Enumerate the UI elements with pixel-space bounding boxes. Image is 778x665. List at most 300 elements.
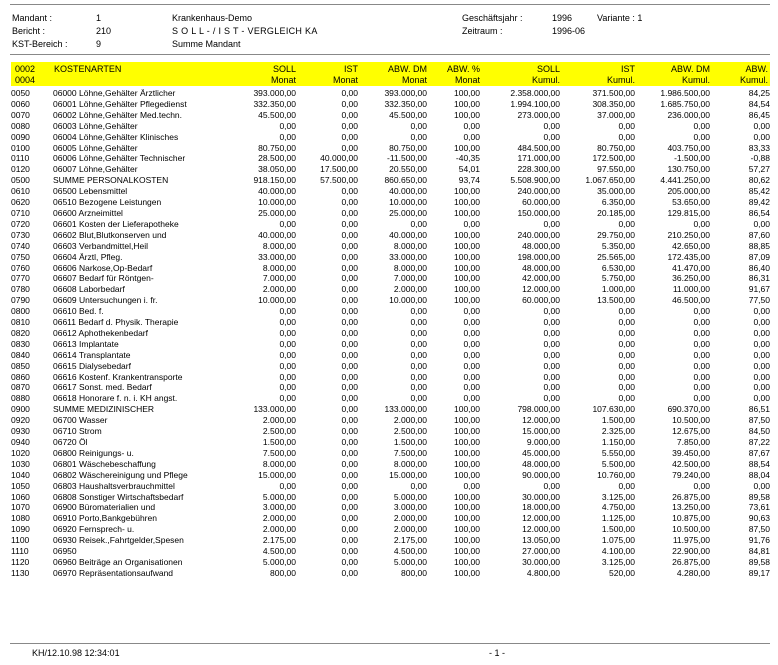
abwdm-monat-cell: 45.500,00	[389, 109, 427, 120]
ist-monat-cell: 0,00	[341, 251, 358, 262]
row-name-cell: SUMME PERSONALKOSTEN	[53, 175, 169, 186]
soll-monat-cell: 0,00	[279, 317, 296, 328]
table-row	[11, 393, 770, 404]
soll-kumul-cell: 0,00	[543, 317, 560, 328]
ist-monat-cell: 0,00	[341, 88, 358, 98]
ist-kumul-cell: 0,00	[618, 393, 635, 404]
abwdm-monat-cell: 8.000,00	[393, 458, 427, 469]
soll-monat-cell: 38.050,00	[258, 164, 296, 175]
ist-monat-cell: 0,00	[341, 458, 358, 469]
ist-kumul-cell: 0,00	[618, 120, 635, 131]
abwpct-monat-cell: 54,01	[458, 164, 480, 175]
soll-kumul-cell: 0,00	[543, 120, 560, 131]
table-row	[11, 186, 770, 197]
table-row	[11, 219, 770, 230]
row-code-cell: 0810	[11, 317, 30, 328]
table-row	[11, 252, 770, 263]
abwpct-monat-cell: 0,00	[463, 131, 480, 142]
table-row	[11, 175, 770, 186]
cost-table	[11, 88, 770, 579]
abwdm-monat-cell: 25.000,00	[389, 207, 427, 218]
row-code-cell: 0880	[11, 393, 30, 404]
soll-monat-cell: 2.000,00	[262, 284, 296, 295]
row-code-cell: 0940	[11, 437, 30, 447]
abwdm-monat-cell: 33.000,00	[389, 251, 427, 262]
abwpct-monat-cell: 0,00	[463, 327, 480, 338]
soll-kumul-cell: 0,00	[543, 360, 560, 371]
abwpct-monat-cell: 0,00	[463, 120, 480, 131]
row-name-cell: 06802 Wäschereinigung und Pflege	[53, 469, 188, 480]
row-name-cell: 06613 Implantate	[53, 338, 119, 349]
table-row	[11, 328, 770, 339]
ist-monat-cell: 0,00	[341, 556, 358, 567]
abwdm-kumul-cell: 172.435,00	[667, 251, 710, 262]
row-code-cell: 1080	[11, 513, 30, 524]
row-name-cell: 06720 Öl	[53, 437, 88, 447]
col-abw-kumul: ABW.	[745, 64, 768, 74]
row-code-cell: 0840	[11, 349, 30, 360]
row-code-cell: 0090	[11, 131, 30, 142]
soll-monat-cell: 2.000,00	[262, 415, 296, 426]
abwpct-monat-cell: 0,00	[463, 349, 480, 360]
soll-kumul-cell: 9.000,00	[526, 437, 560, 447]
abwpct-monat-cell: 100,00	[454, 251, 480, 262]
soll-kumul-cell: 273.000,00	[517, 109, 560, 120]
mandant-value: 1	[96, 13, 102, 23]
soll-monat-cell: 33.000,00	[258, 251, 296, 262]
col-soll-monat-sub: Monat	[270, 75, 296, 85]
ist-monat-cell: 0,00	[341, 404, 358, 415]
abw-kumul-cell: 0,00	[753, 120, 770, 131]
abwdm-monat-cell: 2.000,00	[393, 524, 427, 535]
row-code-cell: 1100	[11, 535, 30, 546]
ist-kumul-cell: 37.000,00	[597, 109, 635, 120]
row-name-cell: 06005 Löhne,Gehälter	[53, 142, 138, 153]
abwpct-monat-cell: 0,00	[463, 382, 480, 393]
ist-monat-cell: 0,00	[341, 382, 358, 393]
abw-kumul-cell: 88,04	[748, 469, 770, 480]
abwdm-kumul-cell: 41.470,00	[672, 262, 710, 273]
row-code-cell: 1120	[11, 556, 30, 567]
row-code-cell: 0060	[11, 98, 30, 109]
abwdm-kumul-cell: 0,00	[693, 327, 710, 338]
row-name-cell: 06004 Löhne,Gehälter Klinisches	[53, 131, 179, 142]
header-rule	[10, 54, 770, 55]
row-code-cell: 0760	[11, 262, 30, 273]
ist-monat-cell: 0,00	[341, 295, 358, 306]
row-code-cell: 0730	[11, 229, 30, 240]
table-row	[11, 437, 770, 448]
abwdm-kumul-cell: 36.250,00	[672, 273, 710, 284]
abwpct-monat-cell: 0,00	[463, 371, 480, 382]
abwdm-monat-cell: 0,00	[410, 131, 427, 142]
row-code-cell: 0110	[11, 153, 30, 164]
ist-monat-cell: 0,00	[341, 327, 358, 338]
kst-value: 9	[96, 39, 102, 49]
ist-kumul-cell: 172.500,00	[592, 153, 635, 164]
ist-kumul-cell: 371.500,00	[592, 88, 635, 98]
row-name-cell: 06616 Kostenf. Krankentransporte	[53, 371, 183, 382]
soll-monat-cell: 0,00	[279, 371, 296, 382]
abwdm-kumul-cell: 0,00	[693, 349, 710, 360]
abwpct-monat-cell: 100,00	[454, 426, 480, 437]
ist-monat-cell: 0,00	[341, 262, 358, 273]
ist-kumul-cell: 80.750,00	[597, 142, 635, 153]
soll-kumul-cell: 0,00	[543, 480, 560, 491]
table-row	[11, 284, 770, 295]
abwdm-monat-cell: 3.000,00	[393, 502, 427, 513]
soll-kumul-cell: 0,00	[543, 338, 560, 349]
ist-monat-cell: 0,00	[341, 240, 358, 251]
abwpct-monat-cell: 100,00	[454, 502, 480, 513]
abwpct-monat-cell: 0,00	[463, 306, 480, 317]
abwpct-monat-cell: 100,00	[454, 284, 480, 295]
row-name-cell: SUMME MEDIZINISCHER	[53, 404, 155, 415]
ist-kumul-cell: 5.500,00	[601, 458, 635, 469]
soll-monat-cell: 0,00	[279, 306, 296, 317]
soll-monat-cell: 40.000,00	[258, 186, 296, 197]
col-code1: 0002	[15, 64, 36, 74]
abwpct-monat-cell: 100,00	[454, 535, 480, 546]
ist-monat-cell: 0,00	[341, 273, 358, 284]
abw-kumul-cell: 90,63	[748, 513, 770, 524]
abw-kumul-cell: 87,50	[748, 524, 770, 535]
abwdm-kumul-cell: 11.000,00	[672, 284, 710, 295]
abwdm-kumul-cell: 0,00	[693, 371, 710, 382]
abwdm-monat-cell: 2.000,00	[393, 513, 427, 524]
row-name-cell: 06615 Dialysebedarf	[53, 360, 131, 371]
ist-kumul-cell: 0,00	[618, 338, 635, 349]
row-code-cell: 0050	[11, 88, 30, 98]
abw-kumul-cell: 91,76	[748, 535, 770, 546]
abw-kumul-cell: 89,17	[748, 567, 770, 578]
ist-kumul-cell: 0,00	[618, 382, 635, 393]
row-code-cell: 0120	[11, 164, 30, 175]
ist-monat-cell: 0,00	[341, 207, 358, 218]
soll-monat-cell: 0,00	[279, 382, 296, 393]
abw-kumul-cell: 83,33	[748, 142, 770, 153]
row-code-cell: 0780	[11, 284, 30, 295]
abwdm-kumul-cell: 690.370,00	[667, 404, 710, 415]
abwdm-monat-cell: 15.000,00	[389, 469, 427, 480]
table-row	[11, 88, 770, 99]
row-name-cell: 06618 Honorare f. n. i. KH angst.	[53, 393, 178, 404]
soll-monat-cell: 2.000,00	[262, 524, 296, 535]
abwdm-kumul-cell: 13.250,00	[672, 502, 710, 513]
ist-monat-cell: 0,00	[341, 415, 358, 426]
ist-monat-cell: 0,00	[341, 513, 358, 524]
soll-monat-cell: 2.500,00	[262, 426, 296, 437]
abwpct-monat-cell: -40,35	[455, 153, 480, 164]
table-row	[11, 524, 770, 535]
table-row	[11, 339, 770, 350]
ist-monat-cell: 0,00	[341, 338, 358, 349]
abwdm-monat-cell: 8.000,00	[393, 262, 427, 273]
soll-kumul-cell: 240.000,00	[517, 186, 560, 197]
abwdm-monat-cell: 8.000,00	[393, 240, 427, 251]
row-name-cell: 06910 Porto,Bankgebühren	[53, 513, 157, 524]
row-name-cell: 06600 Arzneimittel	[53, 207, 123, 218]
soll-kumul-cell: 13.050,00	[522, 535, 560, 546]
row-name-cell: 06607 Bedarf für Röntgen-	[53, 273, 154, 284]
ist-kumul-cell: 1.000,00	[601, 284, 635, 295]
bericht-text: S O L L - / I S T - VERGLEICH KA	[172, 26, 318, 36]
ist-kumul-cell: 20.185,00	[597, 207, 635, 218]
abwdm-kumul-cell: 205.000,00	[667, 186, 710, 197]
soll-kumul-cell: 12.000,00	[522, 513, 560, 524]
abwdm-kumul-cell: 0,00	[693, 360, 710, 371]
abwpct-monat-cell: 100,00	[454, 142, 480, 153]
row-code-cell: 0080	[11, 120, 30, 131]
soll-monat-cell: 0,00	[279, 131, 296, 142]
ist-monat-cell: 0,00	[341, 218, 358, 229]
table-row	[11, 273, 770, 284]
ist-kumul-cell: 0,00	[618, 480, 635, 491]
abwdm-kumul-cell: 7.850,00	[676, 437, 710, 447]
soll-monat-cell: 28.500,00	[258, 153, 296, 164]
abwdm-monat-cell: 0,00	[410, 317, 427, 328]
abw-kumul-cell: -0,88	[750, 153, 770, 164]
row-code-cell: 0920	[11, 415, 30, 426]
abwdm-monat-cell: 7.500,00	[393, 447, 427, 458]
soll-kumul-cell: 0,00	[543, 382, 560, 393]
abwdm-monat-cell: 0,00	[410, 120, 427, 131]
abwpct-monat-cell: 100,00	[454, 404, 480, 415]
abwdm-kumul-cell: 0,00	[693, 382, 710, 393]
abwpct-monat-cell: 100,00	[454, 262, 480, 273]
abwdm-kumul-cell: 79.240,00	[672, 469, 710, 480]
ist-kumul-cell: 0,00	[618, 317, 635, 328]
soll-kumul-cell: 27.000,00	[522, 546, 560, 557]
abwdm-monat-cell: 4.500,00	[393, 546, 427, 557]
table-row	[11, 470, 770, 481]
ist-kumul-cell: 6.530,00	[601, 262, 635, 273]
abwdm-kumul-cell: 130.750,00	[667, 164, 710, 175]
row-code-cell: 0720	[11, 218, 30, 229]
abwdm-kumul-cell: 10.500,00	[672, 415, 710, 426]
row-code-cell: 0820	[11, 327, 30, 338]
abwpct-monat-cell: 100,00	[454, 546, 480, 557]
page-number: - 1 -	[489, 648, 506, 658]
ist-kumul-cell: 520,00	[609, 567, 635, 578]
row-code-cell: 1090	[11, 524, 30, 535]
col-ist-monat: IST	[343, 64, 358, 74]
table-row	[11, 557, 770, 568]
ist-kumul-cell: 0,00	[618, 306, 635, 317]
ist-monat-cell: 0,00	[341, 142, 358, 153]
soll-kumul-cell: 4.800,00	[526, 567, 560, 578]
abw-kumul-cell: 86,45	[748, 109, 770, 120]
col-abw-kumul-sub: Kumul.	[739, 75, 768, 85]
ist-monat-cell: 0,00	[341, 284, 358, 295]
table-row	[11, 121, 770, 132]
abwpct-monat-cell: 0,00	[463, 360, 480, 371]
soll-monat-cell: 0,00	[279, 218, 296, 229]
abwpct-monat-cell: 0,00	[463, 317, 480, 328]
kst-label: KST-Bereich :	[12, 39, 68, 49]
col-soll-kumul: SOLL	[536, 64, 560, 74]
soll-monat-cell: 2.000,00	[262, 513, 296, 524]
ist-kumul-cell: 1.067.650,00	[585, 175, 635, 186]
row-code-cell: 0870	[11, 382, 30, 393]
abwpct-monat-cell: 0,00	[463, 393, 480, 404]
ist-kumul-cell: 107.630,00	[592, 404, 635, 415]
row-code-cell: 1030	[11, 458, 30, 469]
row-name-cell: 06602 Blut,Blutkonserven und	[53, 229, 167, 240]
soll-kumul-cell: 484.500,00	[517, 142, 560, 153]
abw-kumul-cell: 87,67	[748, 447, 770, 458]
abw-kumul-cell: 84,54	[748, 98, 770, 109]
row-code-cell: 0740	[11, 240, 30, 251]
row-name-cell: 06006 Löhne,Gehälter Technischer	[53, 153, 186, 164]
abwpct-monat-cell: 100,00	[454, 524, 480, 535]
abwdm-kumul-cell: 46.500,00	[672, 295, 710, 306]
abwdm-kumul-cell: 42.650,00	[672, 240, 710, 251]
ist-monat-cell: 0,00	[341, 437, 358, 447]
abwpct-monat-cell: 100,00	[454, 273, 480, 284]
abwpct-monat-cell: 100,00	[454, 469, 480, 480]
abwpct-monat-cell: 100,00	[454, 491, 480, 502]
soll-monat-cell: 0,00	[279, 338, 296, 349]
soll-kumul-cell: 15.000,00	[522, 426, 560, 437]
abwdm-monat-cell: 10.000,00	[389, 295, 427, 306]
row-code-cell: 1040	[11, 469, 30, 480]
soll-monat-cell: 7.500,00	[262, 447, 296, 458]
abwdm-kumul-cell: 0,00	[693, 306, 710, 317]
soll-kumul-cell: 12.000,00	[522, 284, 560, 295]
soll-monat-cell: 5.000,00	[262, 491, 296, 502]
row-code-cell: 1070	[11, 502, 30, 513]
col-ist-kumul: IST	[620, 64, 635, 74]
abwdm-kumul-cell: 22.900,00	[672, 546, 710, 557]
table-row	[11, 99, 770, 110]
row-code-cell: 0500	[11, 175, 30, 186]
ist-kumul-cell: 1.500,00	[601, 524, 635, 535]
row-code-cell: 0710	[11, 207, 30, 218]
abwdm-kumul-cell: 42.500,00	[672, 458, 710, 469]
abw-kumul-cell: 86,40	[748, 262, 770, 273]
abw-kumul-cell: 87,60	[748, 229, 770, 240]
soll-kumul-cell: 60.000,00	[522, 295, 560, 306]
soll-monat-cell: 133.000,00	[253, 404, 296, 415]
abw-kumul-cell: 91,67	[748, 284, 770, 295]
abwdm-kumul-cell: 0,00	[693, 317, 710, 328]
row-code-cell: 0100	[11, 142, 30, 153]
table-row	[11, 197, 770, 208]
row-name-cell: 06801 Wäschebeschaffung	[53, 458, 156, 469]
soll-kumul-cell: 48.000,00	[522, 458, 560, 469]
row-name-cell: 06617 Sonst. med. Bedarf	[53, 382, 152, 393]
soll-monat-cell: 2.175,00	[262, 535, 296, 546]
ist-kumul-cell: 1.075,00	[601, 535, 635, 546]
soll-monat-cell: 393.000,00	[253, 88, 296, 98]
ist-monat-cell: 0,00	[341, 317, 358, 328]
ist-monat-cell: 0,00	[341, 535, 358, 546]
col-ist-monat-sub: Monat	[332, 75, 358, 85]
row-name-cell: 06960 Beiträge an Organisationen	[53, 556, 183, 567]
abw-kumul-cell: 0,00	[753, 338, 770, 349]
abwpct-monat-cell: 100,00	[454, 229, 480, 240]
row-name-cell: 06930 Reisek.,Fahrtgelder,Spesen	[53, 535, 184, 546]
soll-kumul-cell: 45.000,00	[522, 447, 560, 458]
abw-kumul-cell: 0,00	[753, 360, 770, 371]
row-code-cell: 0830	[11, 338, 30, 349]
ist-kumul-cell: 3.125,00	[601, 556, 635, 567]
ist-kumul-cell: 4.750,00	[601, 502, 635, 513]
abwdm-monat-cell: 0,00	[410, 306, 427, 317]
col-abwdm-kumul: ABW. DM	[670, 64, 710, 74]
abwpct-monat-cell: 100,00	[454, 556, 480, 567]
soll-monat-cell: 7.000,00	[262, 273, 296, 284]
row-name-cell: 06003 Löhne,Gehälter	[53, 120, 138, 131]
soll-monat-cell: 0,00	[279, 327, 296, 338]
row-code-cell: 0770	[11, 273, 30, 284]
ist-kumul-cell: 0,00	[618, 349, 635, 360]
soll-monat-cell: 0,00	[279, 480, 296, 491]
mandant-label: Mandant :	[12, 13, 53, 23]
abwpct-monat-cell: 100,00	[454, 240, 480, 251]
abw-kumul-cell: 0,00	[753, 327, 770, 338]
abw-kumul-cell: 86,51	[748, 404, 770, 415]
abw-kumul-cell: 0,00	[753, 131, 770, 142]
soll-kumul-cell: 0,00	[543, 131, 560, 142]
abw-kumul-cell: 57,27	[748, 164, 770, 175]
table-row	[11, 502, 770, 513]
soll-kumul-cell: 198.000,00	[517, 251, 560, 262]
abwdm-monat-cell: 0,00	[410, 371, 427, 382]
ist-kumul-cell: 1.125,00	[601, 513, 635, 524]
zeitraum-label: Zeitraum :	[462, 26, 503, 36]
soll-kumul-cell: 240.000,00	[517, 229, 560, 240]
ist-kumul-cell: 6.350,00	[601, 197, 635, 208]
table-row	[11, 361, 770, 372]
soll-kumul-cell: 42.000,00	[522, 273, 560, 284]
row-code-cell: 0850	[11, 360, 30, 371]
abwdm-monat-cell: -11.500,00	[386, 153, 427, 164]
soll-monat-cell: 10.000,00	[258, 295, 296, 306]
abwpct-monat-cell: 0,00	[463, 218, 480, 229]
ist-monat-cell: 0,00	[341, 371, 358, 382]
abwdm-monat-cell: 2.175,00	[393, 535, 427, 546]
abwdm-kumul-cell: 0,00	[693, 218, 710, 229]
abwdm-kumul-cell: 129.815,00	[667, 207, 710, 218]
table-row	[11, 415, 770, 426]
ist-monat-cell: 0,00	[341, 393, 358, 404]
abwpct-monat-cell: 100,00	[454, 98, 480, 109]
ist-monat-cell: 0,00	[341, 98, 358, 109]
abwdm-kumul-cell: 26.875,00	[672, 491, 710, 502]
soll-monat-cell: 5.000,00	[262, 556, 296, 567]
soll-kumul-cell: 228.300,00	[517, 164, 560, 175]
abwdm-monat-cell: 800,00	[401, 567, 427, 578]
row-code-cell: 0620	[11, 197, 30, 208]
abwdm-kumul-cell: 0,00	[693, 131, 710, 142]
ist-monat-cell: 17.500,00	[320, 164, 358, 175]
abwdm-kumul-cell: 11.975,00	[672, 535, 710, 546]
abwpct-monat-cell: 100,00	[454, 197, 480, 208]
abwdm-monat-cell: 1.500,00	[393, 437, 427, 447]
col-abwdm-monat-sub: Monat	[401, 75, 427, 85]
row-name-cell: 06808 Sonstiger Wirtschaftsbedarf	[53, 491, 184, 502]
table-row	[11, 546, 770, 557]
ist-monat-cell: 0,00	[341, 197, 358, 208]
ist-monat-cell: 0,00	[341, 567, 358, 578]
table-row	[11, 241, 770, 252]
abw-kumul-cell: 0,00	[753, 349, 770, 360]
ist-kumul-cell: 3.125,00	[601, 491, 635, 502]
table-row	[11, 230, 770, 241]
soll-kumul-cell: 30.000,00	[522, 491, 560, 502]
